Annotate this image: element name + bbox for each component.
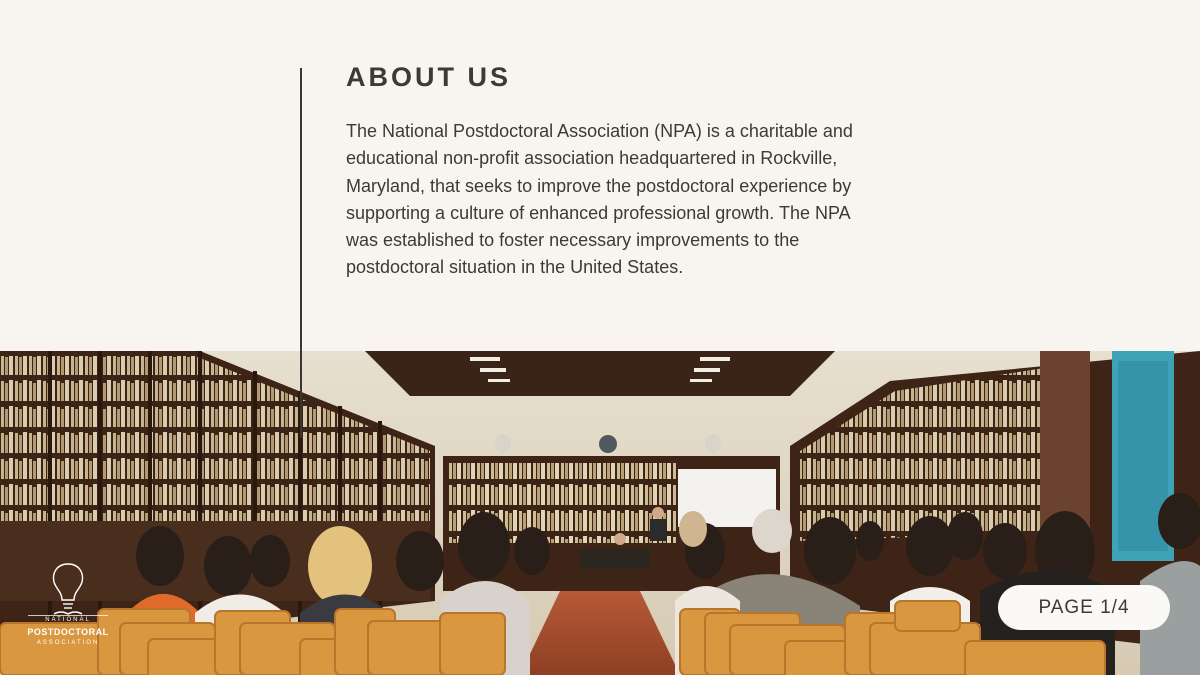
logo-text-association: ASSOCIATION (36, 640, 100, 646)
logo-text-national: NATIONAL (45, 617, 91, 623)
logo-text-postdoctoral: POSTDOCTORAL (27, 627, 109, 637)
page-indicator (998, 585, 1170, 630)
vertical-divider (300, 68, 302, 438)
page-title: ABOUT US (346, 62, 511, 92)
page-indicator-label: PAGE 1/4 (1038, 596, 1130, 618)
about-paragraph: The National Postdoctoral Association (NPA) is a charitable and educational non-profit association headquartered in Rockville, Maryland, that seeks to improve the postdoctoral experience by supporting a culture of enhanced professional growth. The NPA was established to foster necessary improvements to the postdoctoral situation in the United States. (346, 121, 853, 278)
lightbulb-book-icon (18, 560, 118, 616)
npa-logo (18, 560, 118, 656)
